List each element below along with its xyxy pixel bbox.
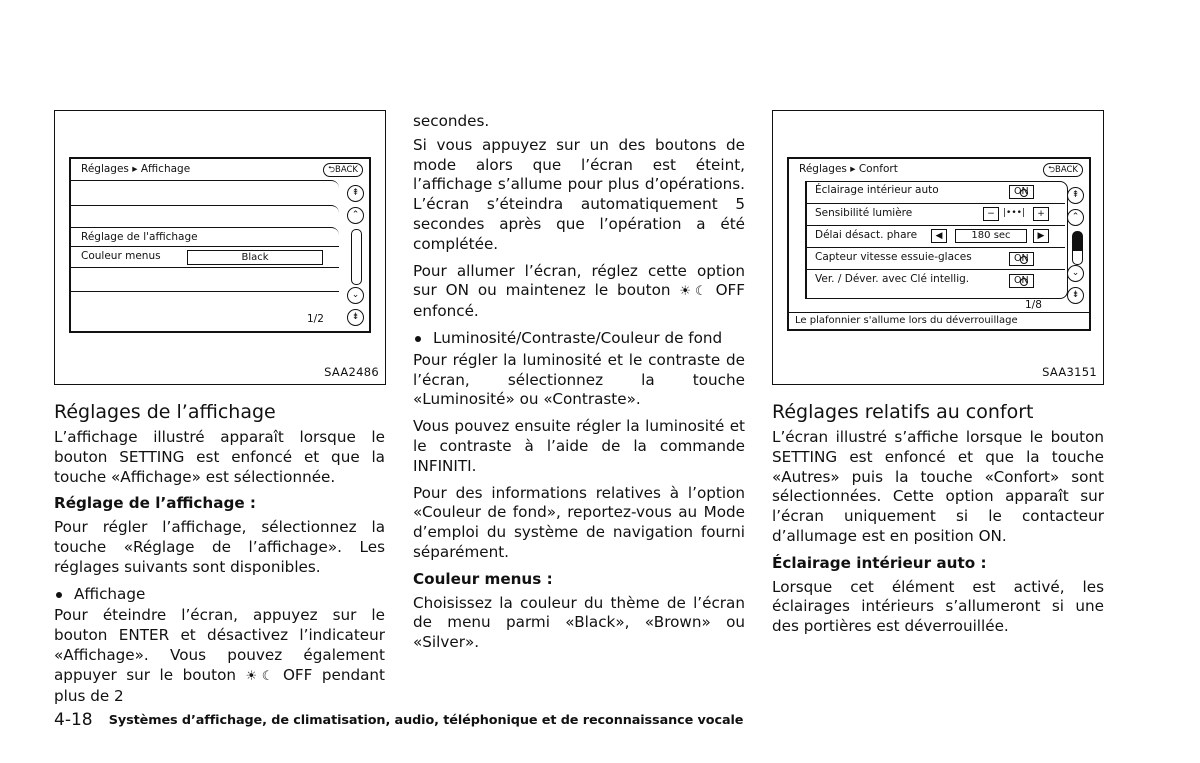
footer-title: Systèmes d’affichage, de climatisation, audio, téléphonique et de reconnaissance vocale [108, 713, 744, 728]
page-indicator: 1/8 [1025, 299, 1042, 311]
menu-item-label: Éclairage intérieur auto [815, 184, 939, 196]
scroll-up-icon[interactable]: ⌃ [347, 207, 364, 224]
section-heading: Réglages relatifs au confort [772, 401, 1034, 423]
scroll-up-icon[interactable]: ⌃ [1067, 209, 1084, 226]
figure-id: SAA3151 [1042, 365, 1097, 379]
subheading: Éclairage intérieur auto : [772, 553, 987, 572]
bullet-label: Luminosité/Contraste/Couleur de fond [433, 328, 723, 347]
right-arrow-icon[interactable]: ▶ [1033, 229, 1049, 243]
paragraph: Vous pouvez ensuite régler la luminosité et le contraste à l’aide de la commande INFINITI. [413, 417, 745, 475]
menu-item-label: Sensibilité lumière [815, 207, 913, 219]
status-text: Le plafonnier s'allume lors du déverrouillage [795, 315, 1018, 326]
bullet-label: Affichage [74, 584, 146, 603]
paragraph: L’écran illustré s’affiche lorsque le bouton SETTING est enfoncé et que la touche «Autres» puis la touche «Confort» sont sélectionnées. Cette option apparaît sur l’écran uniquement si le contacteur d’allumage est en position ON. [772, 428, 1104, 545]
subheading: Couleur menus : [413, 569, 553, 588]
back-arrow-icon: ⮌ [1048, 165, 1055, 175]
page-footer [54, 710, 743, 730]
toggle-on[interactable]: ON [1009, 252, 1034, 266]
figure-comfort-settings [772, 110, 1104, 385]
menu-row-menu-color[interactable] [71, 246, 339, 268]
menu-row-interior-light[interactable] [805, 181, 1065, 202]
screen-title: Réglages ▸ Affichage [81, 163, 191, 175]
bullet-dot-icon [415, 336, 421, 342]
back-button[interactable] [323, 163, 363, 177]
screen-title: Réglages ▸ Confort [799, 163, 898, 175]
status-bar [789, 312, 1089, 330]
paragraph: secondes. [413, 112, 490, 130]
minus-icon[interactable]: − [983, 207, 999, 221]
menu-row-wiper-speed[interactable] [805, 247, 1065, 269]
scroll-top-icon[interactable]: ⇞ [347, 185, 364, 202]
paragraph: Pour des informations relatives à l’option «Couleur de fond», reportez-vous au Mode d’emploi du système de navigation fourni séparément. [413, 483, 745, 561]
page-number: 4-18 [54, 710, 93, 730]
back-button[interactable] [1043, 163, 1083, 177]
bullet-item [413, 329, 745, 349]
plus-icon[interactable]: + [1033, 207, 1049, 221]
paragraph [413, 262, 745, 322]
sensitivity-level-indicator: |•••| [1003, 208, 1025, 218]
subheading: Réglage de l’affichage : [54, 494, 256, 513]
page-indicator: 1/2 [307, 313, 324, 325]
bullet-item [54, 585, 385, 605]
menu-row-headlight-delay[interactable] [805, 225, 1065, 247]
toggle-on[interactable]: ON [1009, 274, 1034, 288]
scrollbar[interactable] [351, 229, 362, 285]
paragraph: Choisissez la couleur du thème de l’écran de menu parmi «Black», «Brown» ou «Silver». [413, 593, 745, 652]
scrollbar[interactable] [1072, 231, 1083, 265]
toggle-on[interactable]: ON [1009, 185, 1034, 199]
column-3 [772, 400, 1104, 644]
menu-row-empty-4[interactable] [71, 291, 339, 313]
menu-item-label: Ver. / Déver. avec Clé intellig. [815, 273, 970, 285]
paragraph-text: OFF enfoncé. [413, 281, 745, 321]
brightness-night-icon: ☀☾ [245, 668, 274, 684]
scroll-top-icon[interactable]: ⇞ [1067, 187, 1084, 204]
column-1 [54, 400, 385, 713]
column-2 [413, 112, 745, 660]
paragraph: Lorsque cet élément est activé, les éclairages intérieurs s’allumeront si une des portières est déverrouillée. [772, 577, 1104, 636]
menu-row-empty-2[interactable] [71, 205, 339, 227]
section-heading: Réglages de l’affichage [54, 401, 276, 423]
menu-item-label: Délai désact. phare [815, 229, 918, 241]
brightness-night-icon: ☀☾ [679, 284, 707, 300]
paragraph-text: Pour éteindre l’écran, appuyez sur le bouton ENTER et désactivez l’indicateur «Affichage». Vous pouvez également appuyer sur le bouton [54, 606, 385, 684]
menu-item-label: Capteur vitesse essuie-glaces [815, 251, 972, 263]
scroll-down-icon[interactable]: ⌄ [347, 287, 364, 304]
left-arrow-icon[interactable]: ◀ [931, 229, 947, 243]
comfort-settings-screen [787, 157, 1091, 331]
menu-item-label: Réglage de l'affichage [81, 231, 198, 243]
paragraph: L’affichage illustré apparaît lorsque le bouton SETTING est enfoncé et que la touche «Affichage» est sélectionnée. [54, 428, 385, 486]
paragraph-text: Pour allumer l’écran, réglez cette option sur ON ou maintenez le bouton [413, 261, 745, 300]
figure-display-settings [54, 110, 386, 385]
menu-row-light-sensitivity[interactable] [805, 203, 1065, 225]
scroll-down-icon[interactable]: ⌄ [1067, 265, 1084, 282]
menu-color-value[interactable]: Black [187, 250, 323, 265]
paragraph [54, 606, 385, 706]
menu-row-empty-1[interactable] [71, 180, 339, 202]
delay-value: 180 sec [955, 229, 1027, 243]
back-arrow-icon: ⮌ [328, 165, 335, 175]
figure-id: SAA2486 [324, 365, 379, 379]
bullet-dot-icon [56, 592, 62, 598]
menu-item-label: Couleur menus [81, 250, 161, 262]
display-settings-screen [69, 157, 371, 333]
paragraph: Pour régler la luminosité et le contraste de l’écran, sélectionnez la touche «Luminosité» ou «Contraste». [413, 350, 745, 409]
back-label: BACK [1054, 165, 1078, 175]
back-label: BACK [334, 165, 358, 175]
scroll-bottom-icon[interactable]: ⇟ [1067, 287, 1084, 304]
paragraph: Si vous appuyez sur un des boutons de mode alors que l’écran est éteint, l’affichage s’allume pour plus d’opérations. L’écran s’éteindra automatiquement 5 secondes après que l’opération a été complétée. [413, 135, 745, 253]
menu-row-empty-3[interactable] [71, 267, 339, 289]
menu-row-intelligent-key[interactable] [805, 269, 1065, 291]
paragraph: Pour régler l’affichage, sélectionnez la touche «Réglage de l’affichage». Les réglages suivants sont disponibles. [54, 518, 385, 576]
paragraph-text: OFF pendant plus de 2 [54, 665, 385, 705]
scroll-bottom-icon[interactable]: ⇟ [347, 309, 364, 326]
